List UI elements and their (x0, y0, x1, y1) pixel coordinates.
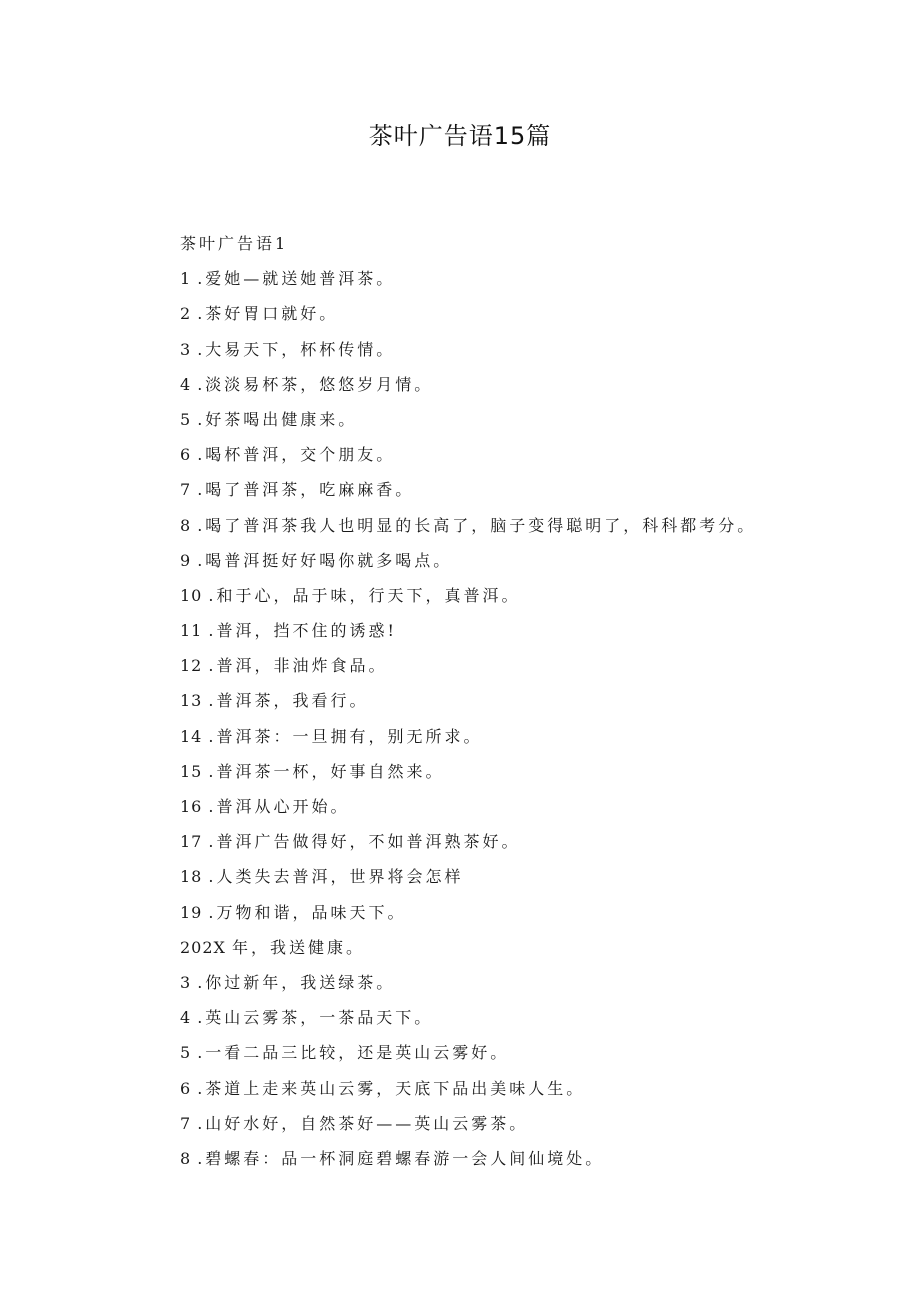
item-number: 5 (180, 1043, 192, 1063)
item-number: 17 (180, 832, 203, 852)
list-item (180, 261, 840, 296)
list-item (180, 895, 840, 930)
item-number: 15 (180, 761, 203, 781)
page-title: 茶叶广告语15篇 (368, 122, 552, 150)
list-item (180, 1000, 840, 1035)
item-number: 2 (180, 304, 192, 324)
list-item (180, 648, 840, 683)
item-text: .一看二品三比较，还是英山云雾好。 (197, 1043, 510, 1063)
item-text: .茶好胃口就好。 (197, 304, 339, 324)
item-number: 6 (180, 445, 192, 465)
item-text: .普洱茶，我看行。 (208, 691, 369, 711)
item-number: 202X (180, 937, 226, 957)
item-text: 年，我送健康。 (231, 937, 365, 957)
list-item (180, 1141, 840, 1176)
item-number: 8 (180, 1148, 192, 1168)
section-heading: 茶叶广告语1 (180, 234, 289, 253)
item-text: .英山云雾茶，一茶品天下。 (197, 1008, 434, 1028)
item-text: .爱她—就送她普洱茶。 (197, 269, 396, 289)
item-text: .万物和谐，品味天下。 (208, 902, 407, 922)
item-number: 5 (180, 409, 192, 429)
item-text: .山好水好，自然茶好——英山云雾茶。 (197, 1113, 529, 1133)
list-item (180, 683, 840, 718)
document-body (180, 226, 840, 1176)
list-item (180, 402, 840, 437)
item-number: 11 (180, 621, 203, 641)
item-number: 3 (180, 972, 192, 992)
item-number: 13 (180, 691, 203, 711)
item-text: .普洱茶一杯，好事自然来。 (208, 761, 445, 781)
item-number: 9 (180, 550, 192, 570)
item-number: 6 (180, 1078, 192, 1098)
list-item (180, 543, 840, 578)
item-text: .普洱，非油炸食品。 (208, 656, 388, 676)
list-item (180, 508, 840, 543)
list-item (180, 296, 840, 331)
item-text: .喝了普洱茶，吃麻麻香。 (197, 480, 415, 500)
list-item (180, 613, 840, 648)
list-item (180, 754, 840, 789)
item-number: 3 (180, 339, 192, 359)
item-text: .好茶喝出健康来。 (197, 409, 358, 429)
list-item (180, 965, 840, 1000)
item-number: 4 (180, 1008, 192, 1028)
item-number: 1 (180, 269, 192, 289)
list-item (180, 578, 840, 613)
list-item (180, 789, 840, 824)
list-item (180, 332, 840, 367)
list-item (180, 930, 840, 965)
list-item (180, 472, 840, 507)
item-text: .普洱茶：一旦拥有，别无所求。 (208, 726, 483, 746)
item-number: 18 (180, 867, 203, 887)
list-item (180, 824, 840, 859)
item-text: .碧螺春：品一杯洞庭碧螺春游一会人间仙境处。 (197, 1148, 605, 1168)
item-number: 10 (180, 585, 203, 605)
list-item (180, 859, 840, 894)
item-text: .和于心，品于味，行天下，真普洱。 (208, 585, 521, 605)
item-text: .喝了普洱茶我人也明显的长高了，脑子变得聪明了，科科都考分。 (197, 515, 757, 535)
list-item (180, 1071, 840, 1106)
list-item (180, 1106, 840, 1141)
item-number: 4 (180, 374, 192, 394)
item-number: 12 (180, 656, 203, 676)
item-text: .普洱从心开始。 (208, 797, 350, 816)
item-text: .你过新年，我送绿茶。 (197, 972, 396, 992)
list-item (180, 719, 840, 754)
item-number: 7 (180, 1113, 192, 1133)
item-text: .茶道上走来英山云雾，天底下品出美味人生。 (197, 1078, 586, 1098)
item-text: .大易天下，杯杯传情。 (197, 339, 396, 359)
item-number: 8 (180, 515, 192, 535)
item-text: .淡淡易杯茶，悠悠岁月情。 (197, 374, 434, 394)
item-text: .普洱广告做得好，不如普洱熟茶好。 (208, 832, 521, 852)
list-item (180, 437, 840, 472)
item-number: 14 (180, 726, 203, 746)
item-number: 16 (180, 797, 203, 816)
list-item (180, 1035, 840, 1070)
item-text: .人类失去普洱，世界将会怎样 (208, 867, 464, 887)
item-text: .普洱，挡不住的诱惑! (208, 621, 397, 641)
item-text: .喝杯普洱，交个朋友。 (197, 445, 396, 465)
item-text: .喝普洱挺好好喝你就多喝点。 (197, 550, 453, 570)
item-number: 7 (180, 480, 192, 500)
list-item (180, 367, 840, 402)
item-number: 19 (180, 902, 203, 922)
